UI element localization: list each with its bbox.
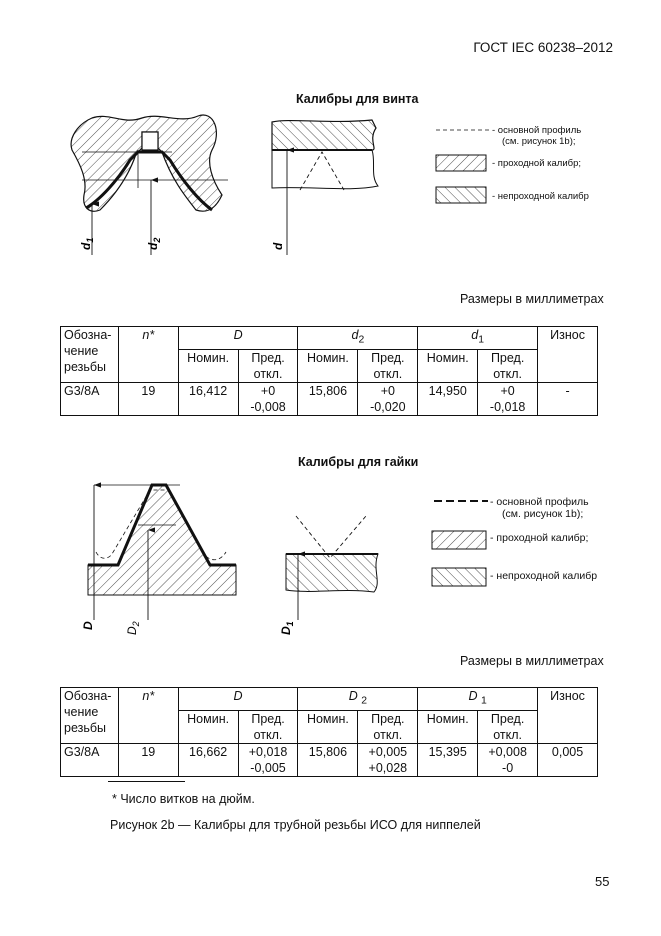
header-nominal: Номин. <box>298 349 358 382</box>
header-nominal: Номин. <box>178 349 238 382</box>
header-group-d: D <box>178 327 298 350</box>
screw-section-title: Калибры для винта <box>296 92 419 106</box>
label-D2: $D_2$ <box>125 621 141 635</box>
legend-no-go-gauge-swatch <box>436 187 486 203</box>
no-go-gauge-block <box>272 120 376 150</box>
header-deviation: Пред. откл. <box>238 349 298 382</box>
nut-no-go-gauge-block <box>286 554 378 592</box>
footnote: * Число витков на дюйм. <box>112 792 255 806</box>
nut-legend-basic-profile: - основной профиль (см. рисунок 1b); <box>490 496 589 520</box>
header-group-d1: $d_1$ <box>418 327 538 350</box>
screw-units-note: Размеры в миллиметрах <box>460 292 604 306</box>
label-d: d <box>271 242 285 250</box>
go-gauge-block <box>272 150 378 189</box>
legend-basic-profile: - основной профиль (см. рисунок 1b); <box>492 125 582 147</box>
nut-thread-body <box>88 485 236 595</box>
header-wear: Износ <box>538 327 598 383</box>
legend-go-gauge-swatch <box>436 155 486 171</box>
header-deviation: Пред. откл. <box>358 349 418 382</box>
nut-legend-go-gauge: - проходной калибр; <box>490 532 589 544</box>
table-row: G3/8A 19 16,412 +0 -0,008 15,806 +0 -0,020 14,950 +0 -0,018 - <box>61 382 598 415</box>
header-deviation: Пред. откл. <box>478 349 538 382</box>
header-nominal: Номин. <box>418 710 478 743</box>
label-D: D <box>81 621 95 630</box>
label-d1: $d_1$ <box>79 237 95 250</box>
label-d2: $d_2$ <box>146 237 162 250</box>
header-n: n* <box>118 327 178 383</box>
header-deviation: Пред. откл. <box>358 710 418 743</box>
header-deviation: Пред. откл. <box>478 710 538 743</box>
page-number: 55 <box>595 874 610 889</box>
header-group-D1: D $_1$ <box>418 688 538 711</box>
screw-thread-body <box>71 115 222 211</box>
screw-gauge-figure <box>0 0 661 300</box>
standard-header: ГОСТ IEC 60238–2012 <box>473 40 613 55</box>
legend-go-gauge-swatch <box>432 531 486 549</box>
header-wear: Износ <box>538 688 598 744</box>
legend-go-gauge: - проходной калибр; <box>492 158 582 169</box>
nut-legend-no-go-gauge: - непроходной калибр <box>490 570 598 582</box>
figure-caption: Рисунок 2b — Калибры для трубной резьбы ИСО для ниппелей <box>110 818 481 832</box>
header-nominal: Номин. <box>178 710 238 743</box>
header-deviation: Пред. откл. <box>238 710 298 743</box>
header-nominal: Номин. <box>418 349 478 382</box>
header-designation: Обозна- чение резьбы <box>61 327 119 383</box>
header-group-D2: D $_2$ <box>298 688 418 711</box>
footnote-rule <box>108 781 185 782</box>
header-group-D: D <box>178 688 298 711</box>
header-designation: Обозна- чение резьбы <box>61 688 119 744</box>
header-nominal: Номин. <box>298 710 358 743</box>
thread-crest-gap <box>142 132 158 150</box>
header-group-d2: $d_2$ <box>298 327 418 350</box>
nut-units-note: Размеры в миллиметрах <box>460 654 604 668</box>
table-row: G3/8A 19 16,662 +0,018 -0,005 15,806 +0,005 +0,028 15,395 +0,008 -0 0,005 <box>61 743 598 776</box>
screw-gauge-table <box>60 326 598 416</box>
nut-basic-profile-dashed <box>296 516 366 558</box>
legend-no-go-gauge: - непроходной калибр <box>492 191 589 202</box>
nut-section-title: Калибры для гайки <box>298 455 419 469</box>
nut-gauge-table <box>60 687 598 777</box>
legend-no-go-gauge-swatch <box>432 568 486 586</box>
header-n: n* <box>118 688 178 744</box>
label-D1: $D_1$ <box>279 621 295 635</box>
